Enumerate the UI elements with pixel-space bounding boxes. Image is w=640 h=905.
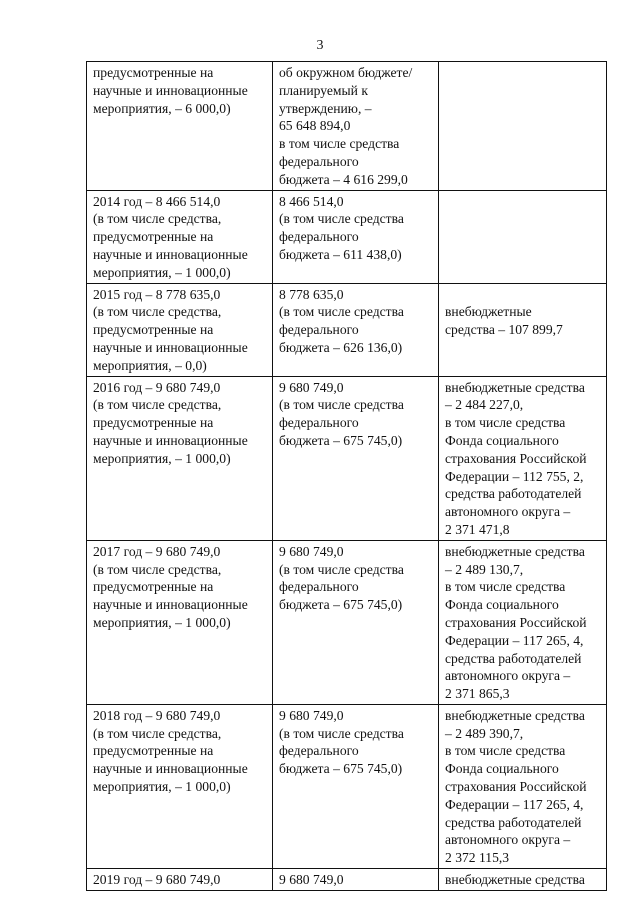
table-cell-period: 2016 год – 9 680 749,0 (в том числе средства, предусмотренные на научные и инновационные мероприятия, – 1 000,0) bbox=[87, 376, 273, 540]
table-cell-budget: 9 680 749,0 bbox=[273, 869, 439, 891]
table-cell-extrabudget: внебюджетные средства – 2 489 390,7, в том числе средства Фонда социального страхования Российской Федерации – 117 265, 4, средства работодателей автономного округа – 2 372 115,3 bbox=[439, 704, 607, 868]
table-cell-extrabudget: внебюджетные средства bbox=[439, 869, 607, 891]
table-cell-period: 2017 год – 9 680 749,0 (в том числе средства, предусмотренные на научные и инновационные мероприятия, – 1 000,0) bbox=[87, 540, 273, 704]
table-cell-extrabudget: внебюджетные средства – 107 899,7 bbox=[439, 283, 607, 376]
table-cell-period: 2015 год – 8 778 635,0 (в том числе средства, предусмотренные на научные и инновационные мероприятия, – 0,0) bbox=[87, 283, 273, 376]
table-cell-extrabudget: внебюджетные средства – 2 484 227,0, в том числе средства Фонда социального страхования Российской Федерации – 112 755, 2, средства работодателей автономного округа – 2 371 471,8 bbox=[439, 376, 607, 540]
table-row bbox=[87, 540, 607, 704]
table-cell-period: 2014 год – 8 466 514,0 (в том числе средства, предусмотренные на научные и инновационные мероприятия, – 1 000,0) bbox=[87, 190, 273, 283]
table-row bbox=[87, 283, 607, 376]
table-cell-budget: 8 778 635,0 (в том числе средства федерального бюджета – 626 136,0) bbox=[273, 283, 439, 376]
table-row bbox=[87, 376, 607, 540]
table-cell-period: 2018 год – 9 680 749,0 (в том числе средства, предусмотренные на научные и инновационные мероприятия, – 1 000,0) bbox=[87, 704, 273, 868]
table-cell-budget: 8 466 514,0 (в том числе средства федерального бюджета – 611 438,0) bbox=[273, 190, 439, 283]
table-cell-budget: 9 680 749,0 (в том числе средства федерального бюджета – 675 745,0) bbox=[273, 376, 439, 540]
table-row bbox=[87, 869, 607, 891]
table-cell-period: предусмотренные на научные и инновационные мероприятия, – 6 000,0) bbox=[87, 62, 273, 191]
table-cell-extrabudget bbox=[439, 190, 607, 283]
table-row bbox=[87, 190, 607, 283]
table-cell-extrabudget: внебюджетные средства – 2 489 130,7, в том числе средства Фонда социального страхования Российской Федерации – 117 265, 4, средства работодателей автономного округа – 2 371 865,3 bbox=[439, 540, 607, 704]
table-row bbox=[87, 704, 607, 868]
table-cell-budget: об окружном бюджете/ планируемый к утверждению, – 65 648 894,0 в том числе средства федерального бюджета – 4 616 299,0 bbox=[273, 62, 439, 191]
table-cell-budget: 9 680 749,0 (в том числе средства федерального бюджета – 675 745,0) bbox=[273, 704, 439, 868]
table-cell-period: 2019 год – 9 680 749,0 bbox=[87, 869, 273, 891]
table-row bbox=[87, 62, 607, 191]
budget-table bbox=[86, 61, 607, 891]
page-number: 3 bbox=[316, 38, 324, 53]
table-cell-budget: 9 680 749,0 (в том числе средства федерального бюджета – 675 745,0) bbox=[273, 540, 439, 704]
table-cell-extrabudget bbox=[439, 62, 607, 191]
